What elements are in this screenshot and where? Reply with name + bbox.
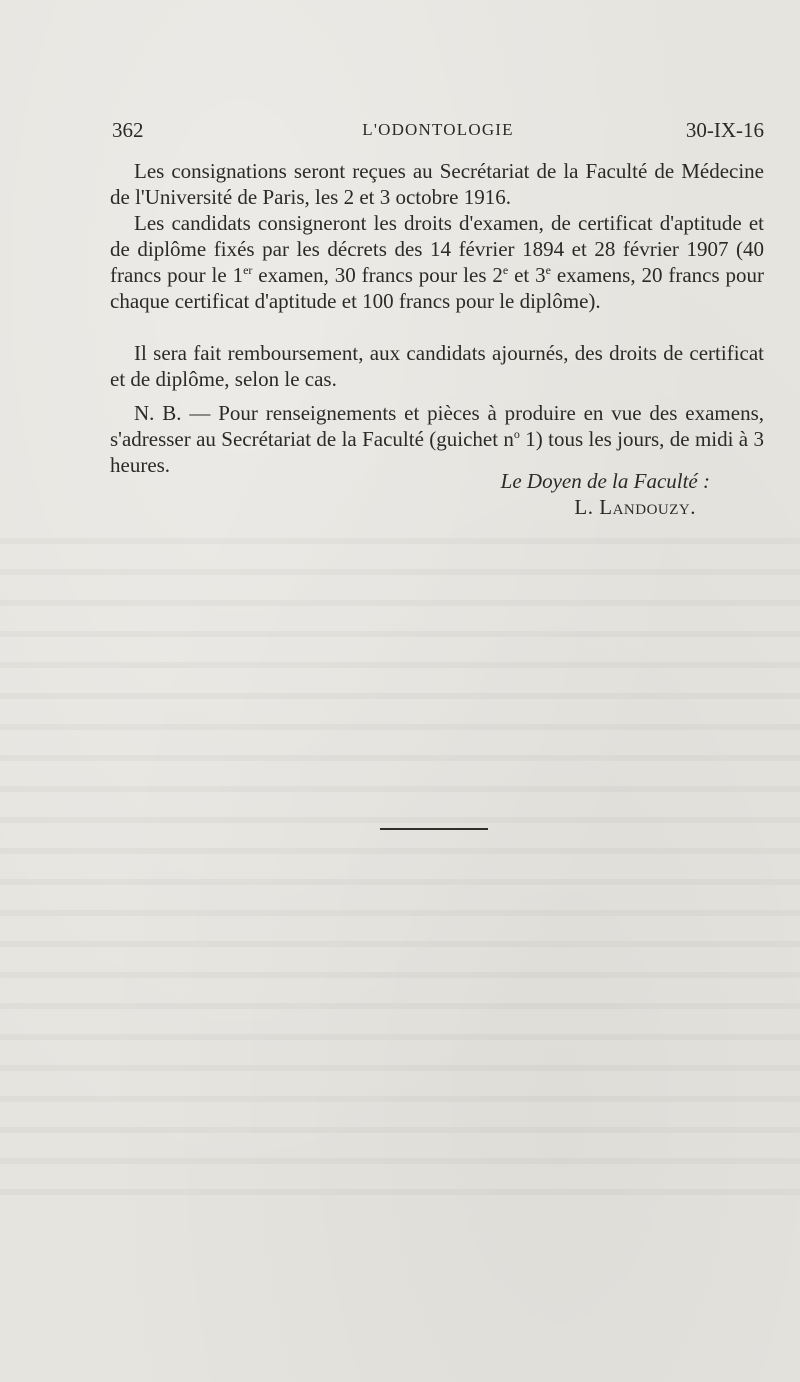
- page-number: 362: [112, 118, 144, 142]
- paragraph-text: Il sera fait remboursement, aux candidats ajournés, des droits de certificat et de diplôme, selon le cas.: [110, 341, 764, 391]
- signature-title: Le Doyen de la Faculté :: [500, 469, 710, 493]
- text-run: Les candidats consigneront les droits d'examen, de certificat d'aptitude et de diplôme fixés par les décrets des 14 février 1894 et 28 février 1907 (40 francs pour le 1: [110, 211, 764, 287]
- text-run: et 3: [508, 263, 546, 287]
- superscript: e: [502, 263, 509, 277]
- text-run: 1) tous les jours, de midi à 3 heures.: [110, 427, 764, 477]
- paragraph-nota-bene: [110, 400, 764, 478]
- superscript: o: [513, 427, 520, 441]
- journal-title: L'ODONTOLOGIE: [362, 120, 514, 139]
- running-header: [112, 118, 764, 144]
- superscript: er: [243, 263, 253, 277]
- issue-date: 30-IX-16: [685, 118, 764, 142]
- paragraph-text: [110, 400, 764, 478]
- paragraph-droits: [110, 210, 764, 314]
- bleed-through-text: [0, 520, 800, 1220]
- section-divider: [380, 828, 488, 830]
- paragraph-consignations: [110, 158, 764, 210]
- signature-name: L. Landouzy.: [574, 495, 696, 519]
- text-run: examen, 30 francs pour les 2: [252, 263, 503, 287]
- paragraph-text: Les consignations seront reçues au Secrétariat de la Faculté de Médecine de l'Université de Paris, les 2 et 3 octobre 1916.: [110, 159, 764, 209]
- paragraph-text: [110, 210, 764, 314]
- paragraph-remboursement: [110, 340, 764, 392]
- text-run: N. B. — Pour renseignements et pièces à produire en vue des examens, s'adresser au Secrétariat de la Faculté (guichet n: [110, 401, 764, 451]
- text-run: examens, 20 francs pour chaque certificat d'aptitude et 100 francs pour le diplôme).: [110, 263, 765, 313]
- superscript: e: [545, 263, 551, 277]
